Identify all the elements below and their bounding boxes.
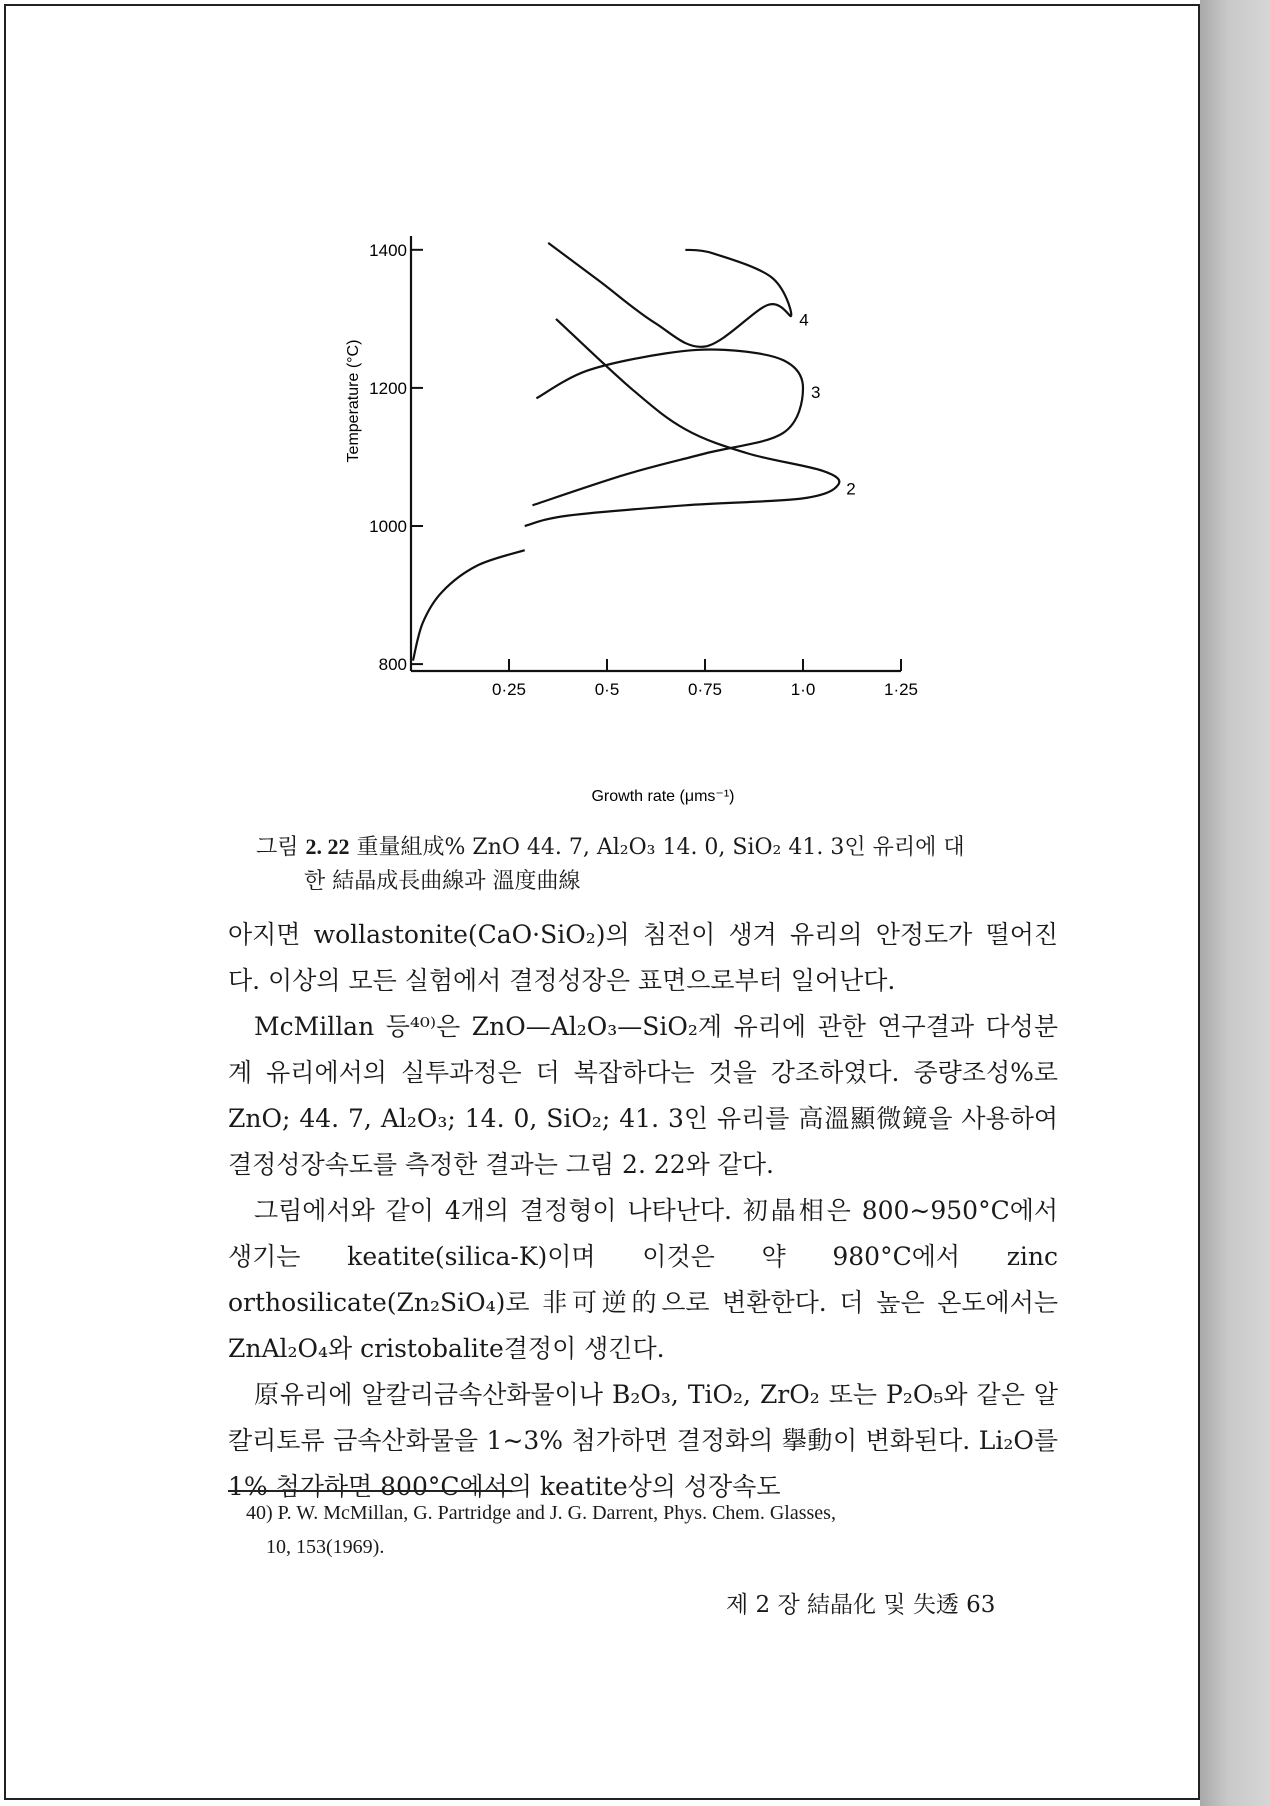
curve-2: [525, 319, 840, 526]
book-page-edge: [1200, 0, 1270, 1806]
book-page: [4, 4, 1200, 1800]
footnote-line-1: 40) P. W. McMillan, G. Partridge and J. G. Darrent, Phys. Chem. Glasses,: [246, 1502, 836, 1524]
x-axis-label: Growth rate (μms⁻¹): [591, 788, 735, 805]
y-axis-label: Temperature (°C): [345, 339, 362, 463]
paragraph-2: McMillan 등⁴⁰⁾은 ZnO—Al₂O₃—SiO₂계 유리에 관한 연구결과 다성분계 유리에서의 실투과정은 더 복잡하다는 것을 강조하였다. 중량조성%로 ZnO; 44. 7, Al₂O₃; 14. 0, SiO₂; 41. 3인 유리를 高溫顯微鏡을 사용하여 결정성장속도를 측정한 결과는 그림 2. 22와 같다.: [228, 1012, 1058, 1179]
paragraph-1: 아지면 wollastonite(CaO·SiO₂)의 침전이 생겨 유리의 안정도가 떨어진다. 이상의 모든 실험에서 결정성장은 표면으로부터 일어난다.: [228, 920, 1058, 995]
footnote-rule: [228, 1490, 512, 1492]
x-tick-label: 1·25: [883, 680, 919, 699]
growth-rate-chart: [326, 231, 966, 811]
paragraph-4: 原유리에 알칼리금속산화물이나 B₂O₃, TiO₂, ZrO₂ 또는 P₂O₅와 같은 알칼리토류 금속산화물을 1∼3% 첨가하면 결정화의 擧動이 변화된다. Li₂O를 1% 첨가하면 800°C에서의 keatite상의 성장속도: [228, 1380, 1058, 1501]
x-tick-label: 0·25: [491, 680, 527, 699]
x-tick-label: 0·75: [687, 680, 723, 699]
caption-label: 그림: [256, 835, 299, 860]
curve-label: 3: [811, 382, 821, 402]
curve-3: [533, 349, 804, 505]
caption-text-1: 重量組成% ZnO 44. 7, Al₂O₃ 14. 0, SiO₂ 41. 3인 유리에 대: [356, 835, 965, 860]
x-tick-label: 0·5: [594, 680, 620, 699]
x-tick-label: 1·0: [790, 680, 816, 699]
y-tick-label: 1400: [369, 240, 407, 260]
caption-line-2: 한 結晶成長曲線과 溫度曲線: [304, 869, 581, 894]
y-tick-label: 800: [378, 655, 407, 675]
curve-label: 2: [846, 479, 856, 499]
curve-label: 4: [799, 310, 809, 330]
page-footer: 제 2 장 結晶化 및 失透 63: [726, 1592, 996, 1618]
y-tick-label: 1000: [369, 517, 407, 536]
footnote-line-2: 10, 153(1969).: [266, 1536, 385, 1558]
curve-4: [548, 243, 791, 347]
caption-line-1: [256, 830, 1036, 865]
footnote: [246, 1496, 1046, 1564]
curve-initial: [413, 550, 525, 660]
y-tick-label: 1200: [369, 378, 407, 398]
caption-number: 2. 22: [305, 834, 350, 859]
figure-caption: [256, 830, 1036, 899]
paragraph-3: 그림에서와 같이 4개의 결정형이 나타난다. 初晶相은 800∼950°C에서 생기는 keatite(silica-K)이며 이것은 약 980°C에서 zinc orthosilicate(Zn₂SiO₄)로 非可逆的으로 변환한다. 더 높은 온도에서는 ZnAl₂O₄와 cristobalite결정이 생긴다.: [228, 1196, 1058, 1363]
body-text: [228, 912, 1058, 1510]
